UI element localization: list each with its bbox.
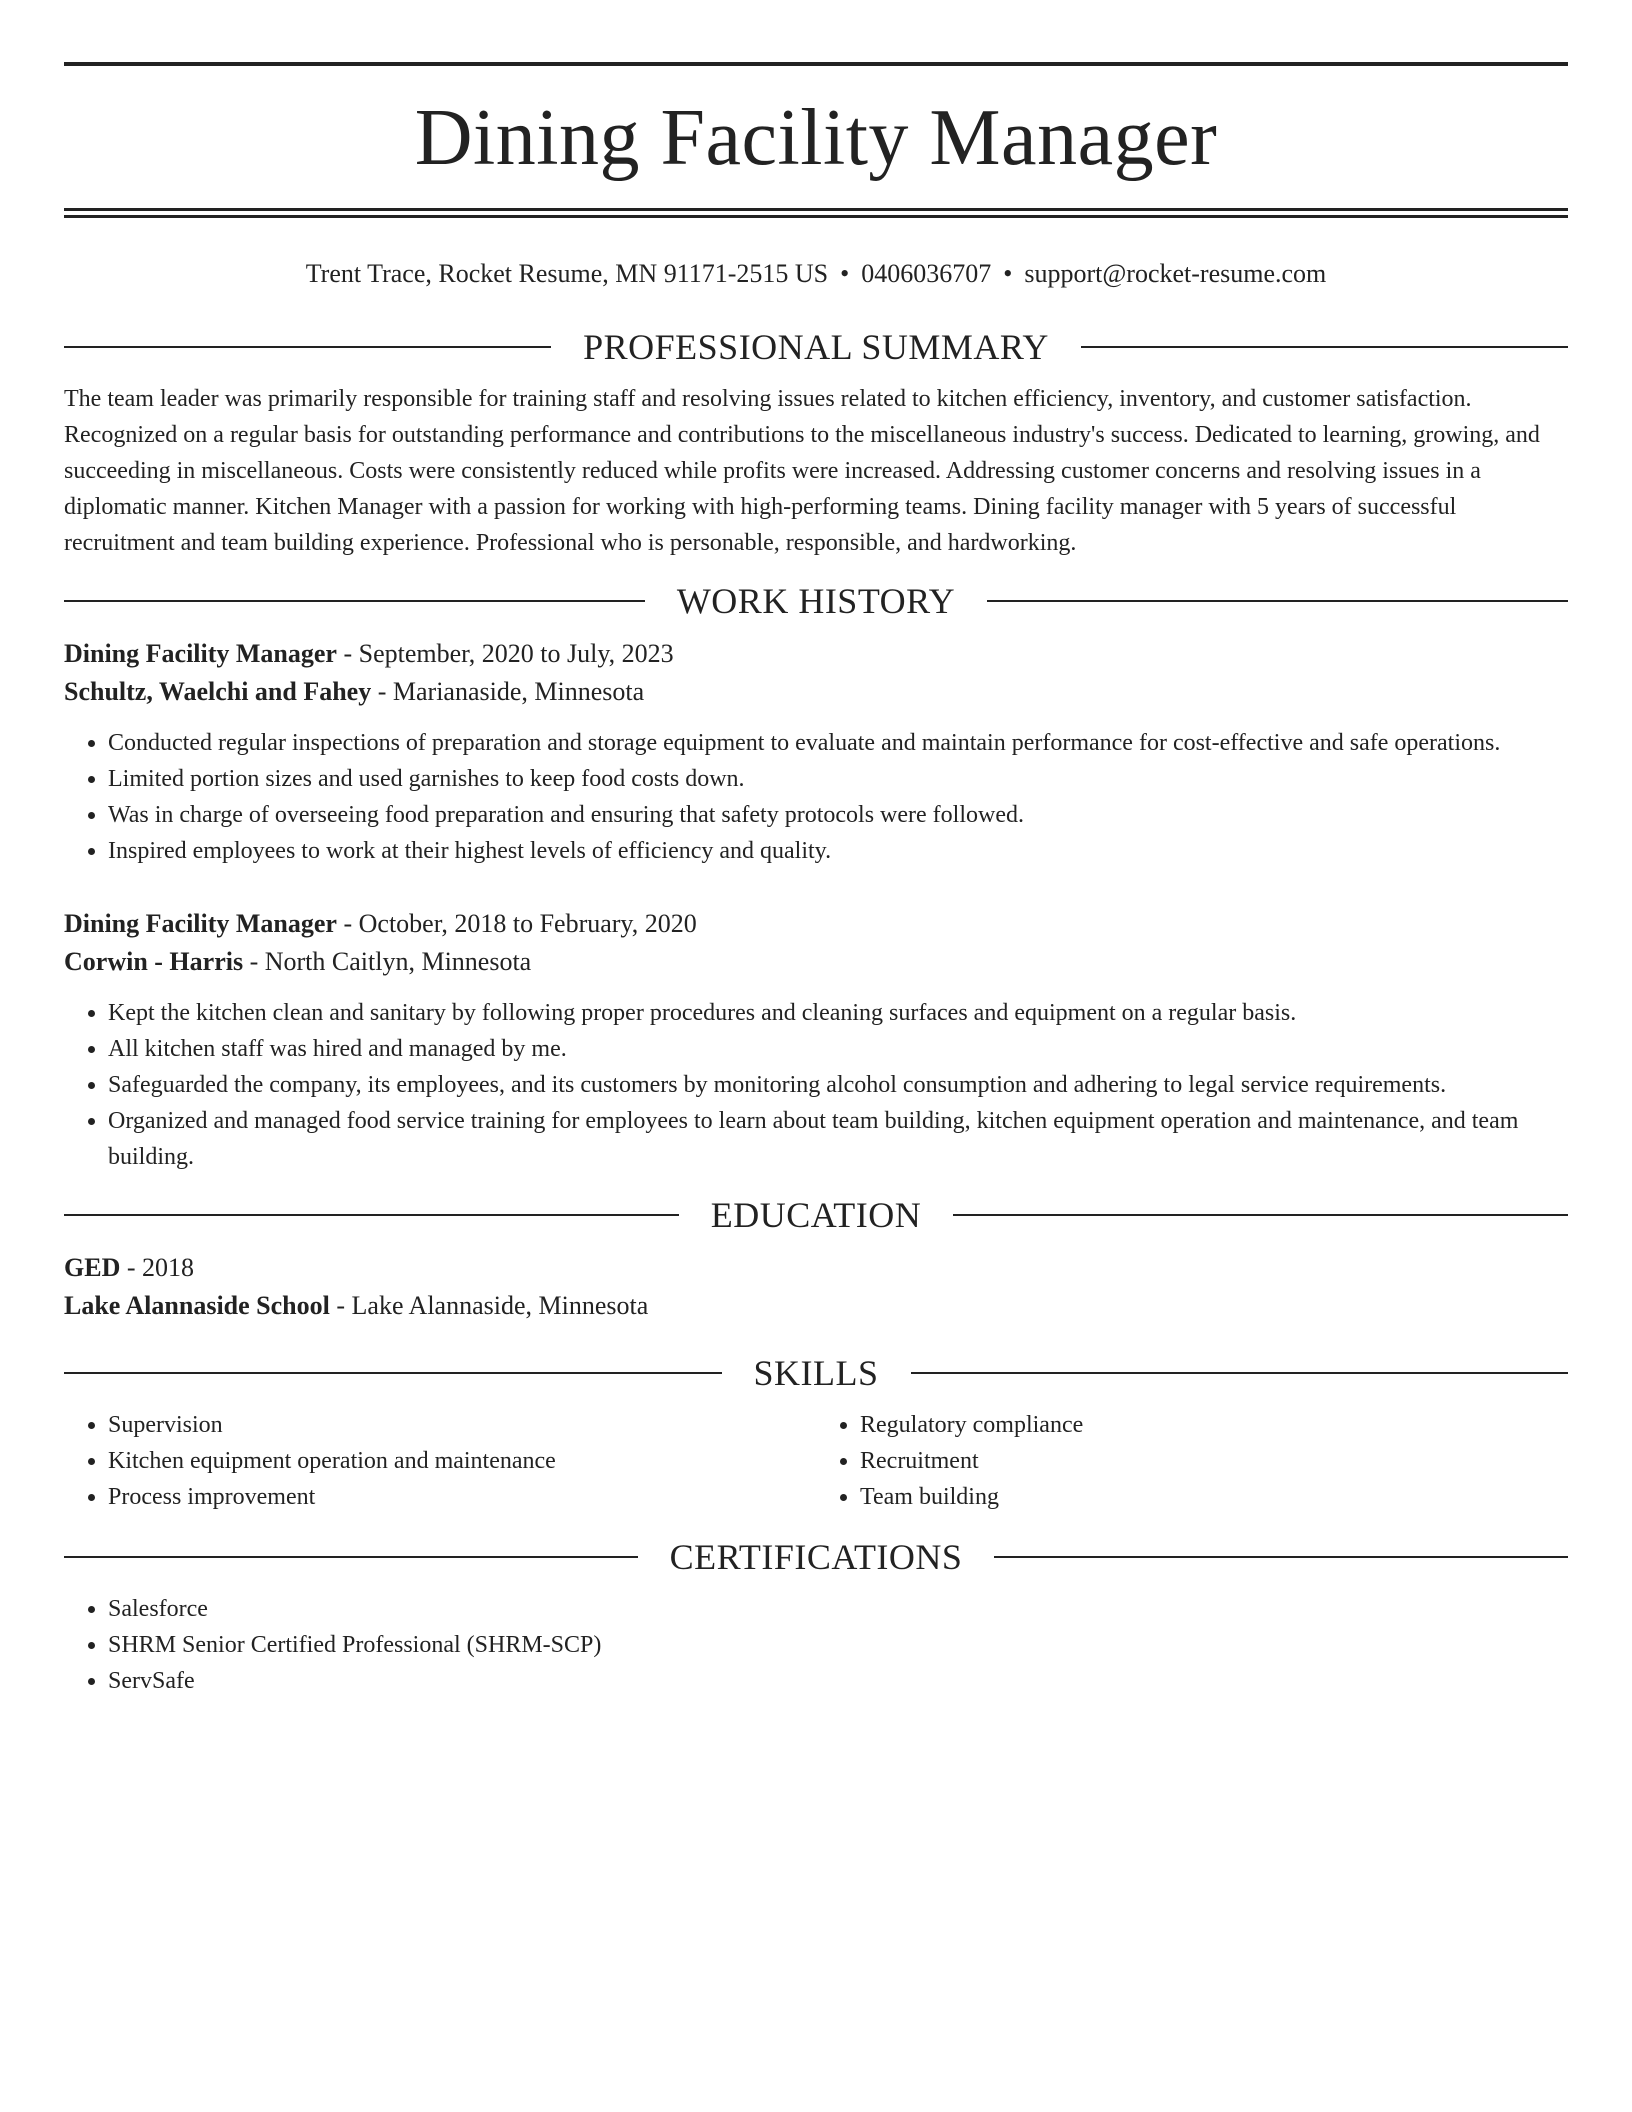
skills-grid: [64, 1407, 1568, 1515]
skill-item: • Kitchen equipment operation and maintenance: [108, 1443, 816, 1479]
job-title: Dining Facility Manager: [64, 909, 337, 939]
certification-item: • ServSafe: [108, 1663, 1568, 1699]
section-title: EDUCATION: [710, 1195, 922, 1236]
contact-phone: 0406036707: [861, 259, 992, 288]
contact-separator: •: [840, 259, 850, 288]
list-item: • Limited portion sizes and used garnishes to keep food costs down.: [108, 761, 1568, 797]
skills-column-right: [816, 1407, 1568, 1515]
job-entry: [64, 905, 1568, 1175]
list-item: • Conducted regular inspections of preparation and storage equipment to evaluate and maintain performance for cost-effective and safe operations.: [108, 725, 1568, 761]
job-company-line: [64, 943, 1568, 981]
heading-rule: [64, 1214, 679, 1216]
list-item: • All kitchen staff was hired and managed by me.: [108, 1031, 1568, 1067]
contact-line: [64, 258, 1568, 289]
heading-rule: [987, 600, 1568, 602]
certification-item: • SHRM Senior Certified Professional (SHRM-SCP): [108, 1627, 1568, 1663]
heading-rule: [64, 600, 645, 602]
job-dates: - October, 2018 to February, 2020: [336, 909, 697, 939]
heading-rule: [1081, 346, 1568, 348]
education-school-line: [64, 1287, 1568, 1325]
skill-item: • Team building: [860, 1479, 1568, 1515]
heading-rule: [911, 1372, 1569, 1374]
contact-address: Trent Trace, Rocket Resume, MN 91171-2515 US: [305, 259, 829, 288]
education-location: - Lake Alannaside, Minnesota: [329, 1291, 649, 1321]
section-heading-certifications: [64, 1537, 1568, 1578]
heading-rule: [64, 1372, 722, 1374]
list-item: • Organized and managed food service training for employees to learn about team building, kitchen equipment operation and maintenance, and team building.: [108, 1103, 1568, 1175]
job-company-line: [64, 673, 1568, 711]
summary-text: The team leader was primarily responsible for training staff and resolving issues related to kitchen efficiency, inventory, and customer satisfaction. Recognized on a regular basis for outstanding performance and contributions to the miscellaneous industry's success. Dedicated to learning, growing, and succeeding in miscellaneous. Costs were consistently reduced while profits were increased. Addressing customer concerns and resolving issues in a diplomatic manner. Kitchen Manager with a passion for working with high-performing teams. Dining facility manager with 5 years of successful recruitment and team building experience. Professional who is personable, responsible, and hardworking.: [64, 386, 1540, 557]
resume-title: Dining Facility Manager: [414, 94, 1218, 182]
heading-rule: [64, 1556, 638, 1558]
list-item: • Kept the kitchen clean and sanitary by following proper procedures and cleaning surfaces and equipment on a regular basis.: [108, 995, 1568, 1031]
section-title: CERTIFICATIONS: [669, 1537, 963, 1578]
contact-separator: •: [1003, 259, 1013, 288]
section-heading-education: [64, 1195, 1568, 1236]
section-heading-summary: [64, 327, 1568, 368]
job-bullets: [64, 995, 1568, 1175]
education-degree: GED: [64, 1253, 121, 1283]
education-school: Lake Alannaside School: [64, 1291, 330, 1321]
job-bullets: [64, 725, 1568, 869]
certifications-list: [64, 1591, 1568, 1699]
heading-rule: [994, 1556, 1568, 1558]
list-item: • Inspired employees to work at their highest levels of efficiency and quality.: [108, 833, 1568, 869]
skill-item: • Process improvement: [108, 1479, 816, 1515]
job-company: Corwin - Harris: [64, 947, 244, 977]
education-degree-line: [64, 1249, 1568, 1287]
job-company: Schultz, Waelchi and Fahey: [64, 677, 372, 707]
skill-item: • Recruitment: [860, 1443, 1568, 1479]
heading-rule: [64, 346, 551, 348]
certification-item: • Salesforce: [108, 1591, 1568, 1627]
contact-email: support@rocket-resume.com: [1024, 259, 1327, 288]
job-title-line: [64, 905, 1568, 943]
section-heading-skills: [64, 1353, 1568, 1394]
title-double-rule: [64, 208, 1568, 218]
job-title-line: [64, 635, 1568, 673]
list-item: • Safeguarded the company, its employees, and its customers by monitoring alcohol consumption and adhering to legal service requirements.: [108, 1067, 1568, 1103]
section-title: WORK HISTORY: [676, 581, 956, 622]
skill-item: • Regulatory compliance: [860, 1407, 1568, 1443]
job-entry: [64, 635, 1568, 869]
job-location: - Marianaside, Minnesota: [371, 677, 645, 707]
section-title: PROFESSIONAL SUMMARY: [583, 327, 1049, 368]
list-item: • Was in charge of overseeing food preparation and ensuring that safety protocols were followed.: [108, 797, 1568, 833]
heading-rule: [953, 1214, 1568, 1216]
job-location: - North Caitlyn, Minnesota: [243, 947, 532, 977]
skill-item: • Supervision: [108, 1407, 816, 1443]
section-title: SKILLS: [753, 1353, 879, 1394]
top-rule: [64, 62, 1568, 66]
job-title: Dining Facility Manager: [64, 639, 337, 669]
section-heading-work: [64, 581, 1568, 622]
education-year: - 2018: [120, 1253, 195, 1283]
job-dates: - September, 2020 to July, 2023: [336, 639, 674, 669]
skills-column-left: [64, 1407, 816, 1515]
